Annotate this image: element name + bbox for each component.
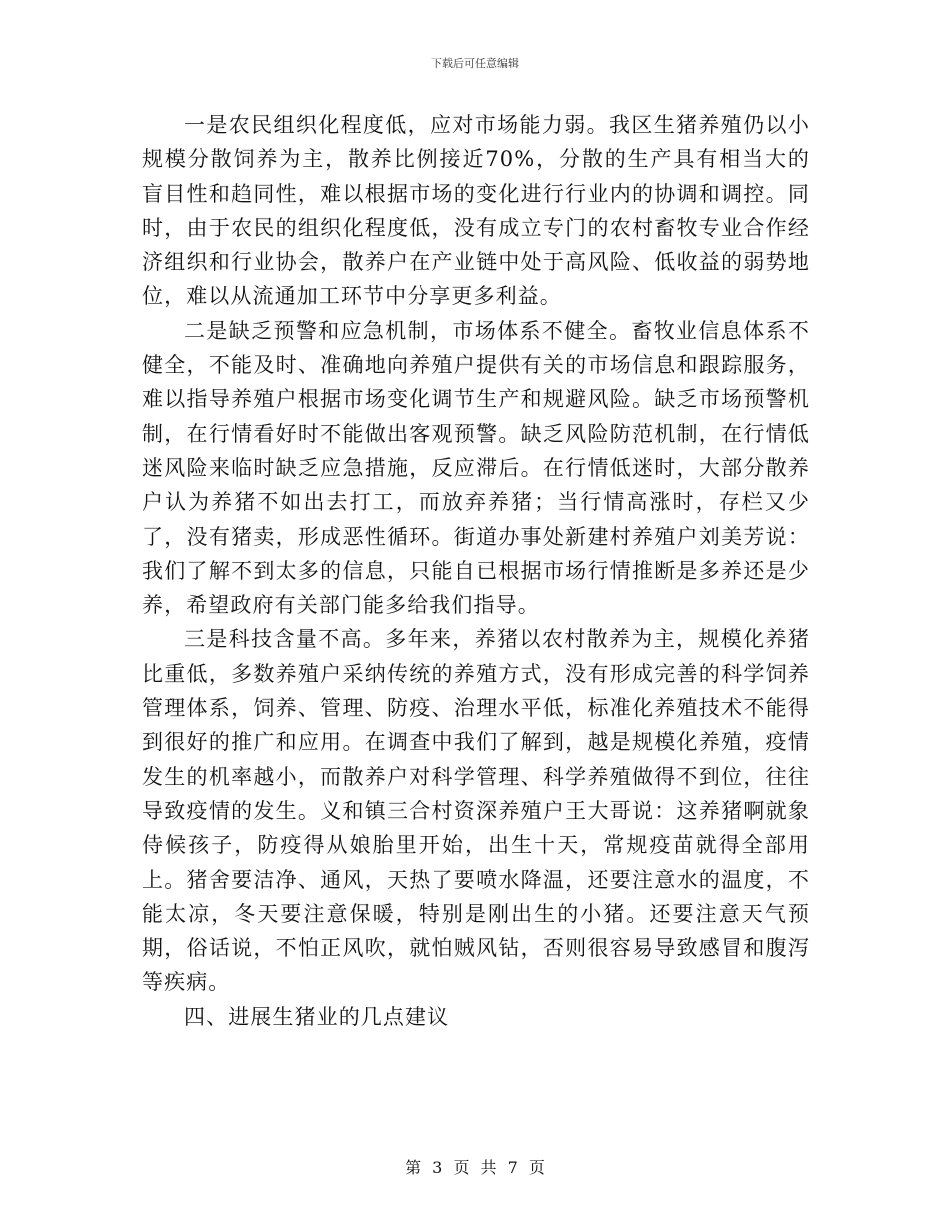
paragraph-organization: 一是农民组织化程度低，应对市场能力弱。我区生猪养殖仍以小规模分散饲养为主，散养比例接近70%，分散的生产具有相当大的盲目性和趋同性，难以根据市场的变化进行行业内的协调和调控。同时，由于农民的组织化程度低，没有成立专门的农村畜牧专业合作经济组织和行业协会，散养户在产业链中处于高风险、低收益的弱势地位，难以从流通加工环节中分享更多利益。 xyxy=(142,113,810,309)
page-header-note: 下载后可任意编辑 xyxy=(431,57,519,70)
paragraph-warning-mechanism: 二是缺乏预警和应急机制，市场体系不健全。畜牧业信息体系不健全，不能及时、准确地向养殖户提供有关的市场信息和跟踪服务，难以指导养殖户根据市场变化调节生产和规避风险。缺乏市场预警机制，在行情看好时不能做出客观预警。缺乏风险防范机制，在行情低迷风险来临时缺乏应急措施，反应滞后。在行情低迷时，大部分散养户认为养猪不如出去打工，而放弃养猪；当行情高涨时，存栏又少了，没有猪卖，形成恶性循环。街道办事处新建村养殖户刘美芳说：我们了解不到太多的信息，只能自已根据市场行情推断是多养还是少养，希望政府有关部门能多给我们指导。 xyxy=(142,318,810,618)
section-heading-suggestions: 四、进展生猪业的几点建议 xyxy=(184,1004,450,1029)
paragraph-technology: 三是科技含量不高。多年来，养猪以农村散养为主，规模化养猪比重低，多数养殖户采纳传统的养殖方式，没有形成完善的科学饲养管理体系，饲养、管理、防疫、治理水平低，标准化养殖技术不能得到很好的推广和应用。在调查中我们了解到，越是规模化养殖，疫情发生的机率越小，而散养户对科学管理、科学养殖做得不到位，往往导致疫情的发生。义和镇三合村资深养殖户王大哥说：这养猪啊就象侍候孩子，防疫得从娘胎里开始，出生十天，常规疫苗就得全部用上。猪舍要洁净、通风，天热了要喷水降温，还要注意水的温度，不能太凉，冬天要注意保暖，特别是刚出生的小猪。还要注意天气预期，俗话说，不怕正风吹，就怕贼风钻，否则很容易导致感冒和腹泻等疾病。 xyxy=(142,627,810,995)
document-body xyxy=(142,108,810,1034)
page-number-footer: 第 3 页 共 7 页 xyxy=(405,1158,545,1177)
